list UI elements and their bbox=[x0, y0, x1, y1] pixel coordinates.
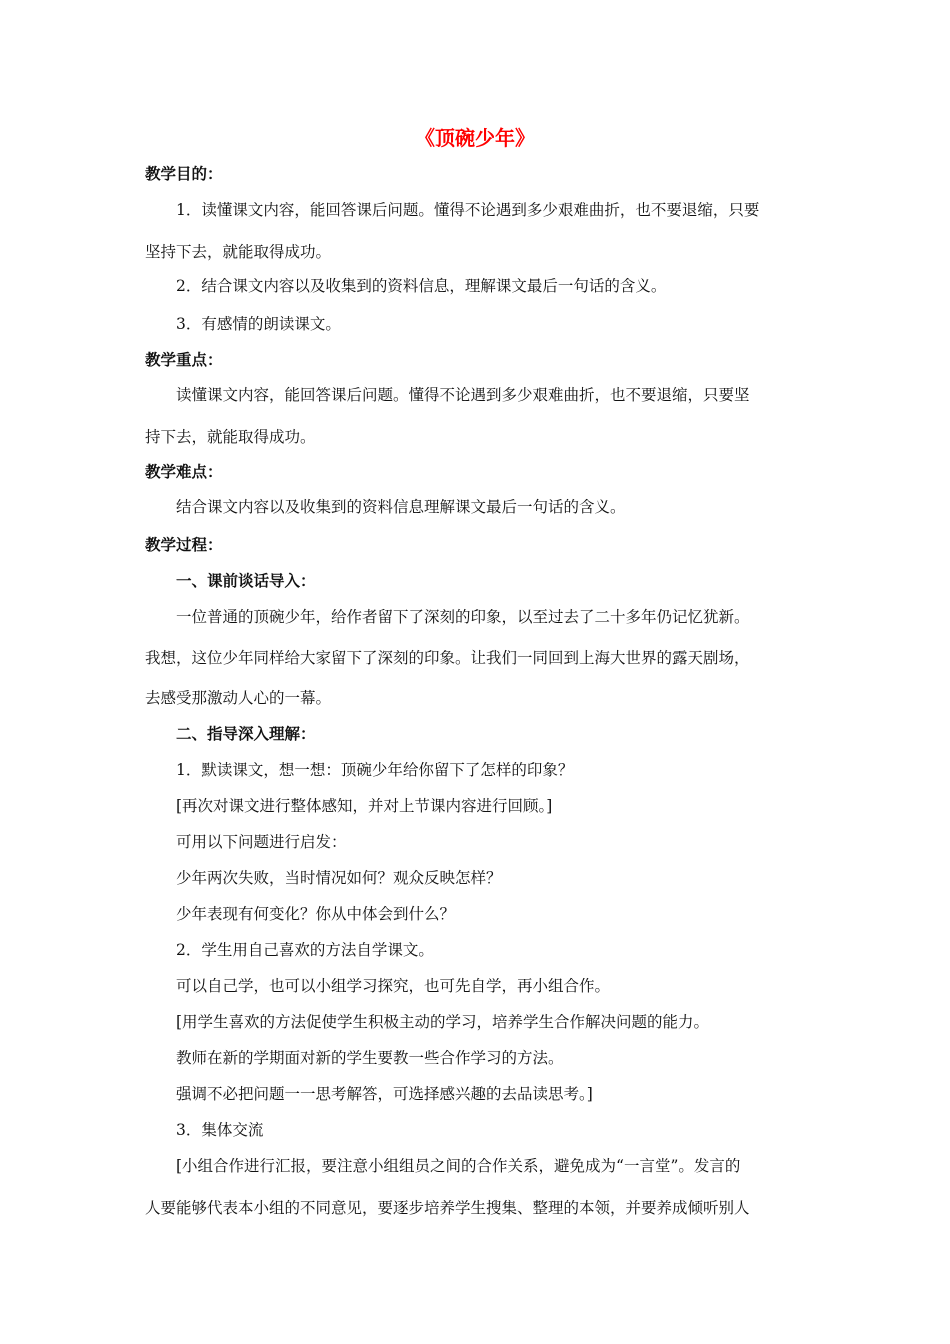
process-part-2-line-12: [小组合作进行汇报，要注意小组组员之间的合作关系，避免成为“一言堂”。发言的 bbox=[176, 1157, 741, 1175]
process-part-2-line-11: 3．集体交流 bbox=[176, 1121, 264, 1139]
process-part-1-heading: 一、课前谈话导入： bbox=[176, 571, 316, 590]
objective-item-2: 2．结合课文内容以及收集到的资料信息，理解课文最后一句话的含义。 bbox=[176, 277, 667, 295]
process-part-2-line-6: 2．学生用自己喜欢的方法自学课文。 bbox=[176, 941, 434, 959]
process-part-2-heading: 二、指导深入理解： bbox=[176, 724, 316, 743]
key-points-line-2: 持下去，就能取得成功。 bbox=[145, 428, 316, 446]
key-points-line-1: 读懂课文内容，能回答课后问题。懂得不论遇到多少艰难曲折，也不要退缩，只要坚 bbox=[176, 386, 750, 404]
difficulties-line-1: 结合课文内容以及收集到的资料信息理解课文最后一句话的含义。 bbox=[176, 498, 626, 516]
process-part-2-line-8: [用学生喜欢的方法促使学生积极主动的学习，培养学生合作解决问题的能力。 bbox=[176, 1013, 710, 1031]
process-part-1-line-2: 我想，这位少年同样给大家留下了深刻的印象。让我们一同回到上海大世界的露天剧场， bbox=[145, 649, 750, 667]
objective-item-1-line-1: 1．读懂课文内容，能回答课后问题。懂得不论遇到多少艰难曲折，也不要退缩，只要 bbox=[176, 201, 760, 219]
process-part-2-line-4: 少年两次失败，当时情况如何？观众反映怎样？ bbox=[176, 869, 502, 887]
process-part-2-line-7: 可以自己学，也可以小组学习探究，也可先自学，再小组合作。 bbox=[176, 977, 611, 995]
process-part-2-line-5: 少年表现有何变化？你从中体会到什么？ bbox=[176, 905, 456, 923]
process-part-1-line-1: 一位普通的顶碗少年，给作者留下了深刻的印象，以至过去了二十多年仍记忆犹新。 bbox=[176, 608, 750, 626]
process-part-1-line-3: 去感受那激动人心的一幕。 bbox=[145, 689, 332, 707]
document-title: 《顶碗少年》 bbox=[415, 126, 535, 150]
process-part-2-line-2: [再次对课文进行整体感知，并对上节课内容进行回顾。] bbox=[176, 797, 553, 815]
objective-item-3: 3．有感情的朗读课文。 bbox=[176, 315, 341, 333]
process-part-2-line-3: 可用以下问题进行启发： bbox=[176, 833, 347, 851]
process-heading: 教学过程： bbox=[145, 535, 223, 554]
key-points-heading: 教学重点： bbox=[145, 350, 223, 369]
objectives-heading: 教学目的： bbox=[145, 164, 223, 183]
process-part-2-line-1: 1．默读课文，想一想：顶碗少年给你留下了怎样的印象？ bbox=[176, 761, 574, 779]
difficulties-heading: 教学难点： bbox=[145, 462, 223, 481]
process-part-2-line-13: 人要能够代表本小组的不同意见，要逐步培养学生搜集、整理的本领，并要养成倾听别人 bbox=[145, 1199, 750, 1217]
process-part-2-line-9: 教师在新的学期面对新的学生要教一些合作学习的方法。 bbox=[176, 1049, 564, 1067]
process-part-2-line-10: 强调不必把问题一一思考解答，可选择感兴趣的去品读思考。] bbox=[176, 1085, 593, 1103]
objective-item-1-line-2: 坚持下去，就能取得成功。 bbox=[145, 243, 332, 261]
